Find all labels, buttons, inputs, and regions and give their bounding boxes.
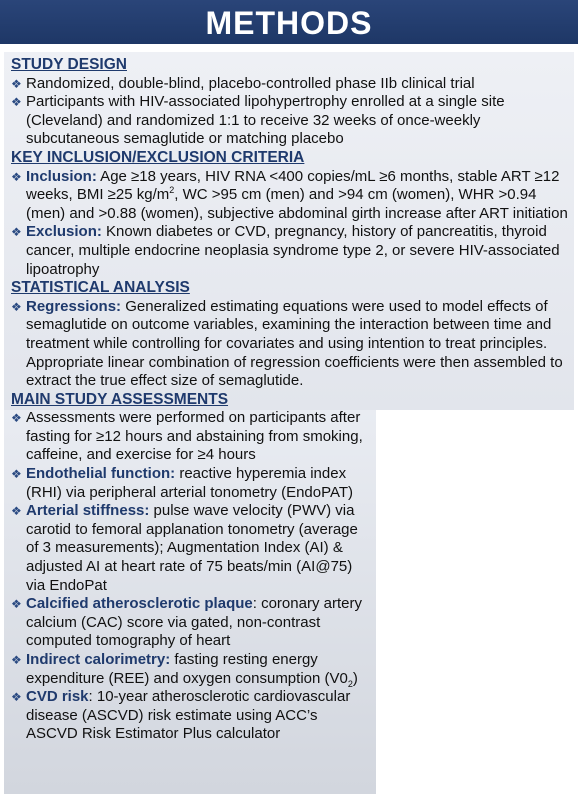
item-lead: Inclusion: [26,167,97,185]
item-lead: Exclusion: [26,223,102,241]
item-text: Participants with HIV-associated lipohypertrophy enrolled at a single site (Cleveland) and randomized 1:1 to receive 32 weeks of once-weekly subcutaneous semaglutide or matching placebo [26,93,505,148]
item-lead: Regressions: [26,297,122,315]
list-item-calorimetry [11,651,369,688]
item-text: : 10-year atherosclerotic cardiovascular disease (ASCVD) risk estimate using ACC’s ASCVD Risk Estimator Plus calculator [26,688,351,743]
diamond-bullet-icon: ❖ [11,76,22,91]
diamond-bullet-icon: ❖ [11,690,22,705]
diamond-bullet-icon: ❖ [11,225,22,240]
list-item-arterial [11,502,369,595]
item-text: Randomized, double-blind, placebo-controlled phase IIb clinical trial [26,74,475,92]
item-text: Age ≥18 years, HIV RNA <400 copies/mL ≥6 months, stable ART ≥12 weeks, BMI ≥25 kg/m [26,167,560,204]
list-item-regressions [11,298,571,391]
item-text: Known diabetes or CVD, pregnancy, history of pancreatitis, thyroid cancer, multiple endocrine neoplasia syndrome type 2, or severe HIV-associated lipoatrophy [26,223,560,278]
subscript: 2 [347,678,353,689]
item-text: pulse wave velocity (PWV) via carotid to femoral applanation tonometry (average of 3 measurements); Augmentation Index (AI) & adjusted AI at heart rate of 75 beats/min (AI@75) via EndoPat [26,502,358,594]
diamond-bullet-icon: ❖ [11,411,22,426]
item-text: Generalized estimating equations were used to model effects of semaglutide on outcome variables, examining the interaction between time and treatment while controlling for covariates and using intention to treat principles. Appropriate linear combination of regression coefficients were then assembled to extract the true effect size of semaglutide. [26,297,563,390]
section-title-study-design: STUDY DESIGN [11,56,127,73]
item-text: : coronary artery calcium (CAC) score via gated, non-contrast computed tomography of heart [26,595,362,650]
list-item [11,75,571,94]
item-text: fasting resting energy expenditure (REE) and oxygen consumption (V0 [26,651,348,687]
diamond-bullet-icon: ❖ [11,95,22,110]
diamond-bullet-icon: ❖ [11,299,22,314]
item-lead: Indirect calorimetry: [26,651,171,668]
item-text: , WC >95 cm (men) and >94 cm (women), WHR >0.94 (men) and >0.88 (women), subjective abdominal girth increase after ART initiation [26,186,568,222]
item-lead: Calcified atherosclerotic plaque [26,595,253,613]
item-lead: Endothelial function: [26,465,176,483]
list-item-plaque [11,595,369,651]
section-title-assessments: MAIN STUDY ASSESSMENTS [11,390,229,408]
list-item-cvd-risk [11,688,369,744]
item-lead: Arterial stiffness: [26,502,150,520]
assessments-column [11,391,369,744]
superscript: 2 [169,185,175,196]
methods-content [11,56,571,744]
page-title: METHODS [0,0,578,44]
list-item-endothelial [11,465,369,502]
diamond-bullet-icon: ❖ [11,169,22,184]
list-item-exclusion [11,223,571,279]
list-item-inclusion [11,168,571,224]
diamond-bullet-icon: ❖ [11,467,22,482]
item-text: Assessments were performed on participants after fasting for ≥12 hours and abstaining from smoking, caffeine, and exercise for ≥4 hours [26,409,363,464]
item-text: ) [352,669,358,687]
diamond-bullet-icon: ❖ [11,597,22,612]
list-item [11,409,369,465]
item-lead: CVD risk [26,688,89,706]
section-title-criteria: KEY INCLUSION/EXCLUSION CRITERIA [11,148,305,166]
section-title-statistical-analysis: STATISTICAL ANALYSIS [11,279,190,297]
list-item [11,93,571,149]
diamond-bullet-icon: ❖ [11,504,22,519]
diamond-bullet-icon: ❖ [11,653,22,667]
item-text: reactive hyperemia index (RHI) via peripheral arterial tonometry (EndoPAT) [26,465,354,501]
